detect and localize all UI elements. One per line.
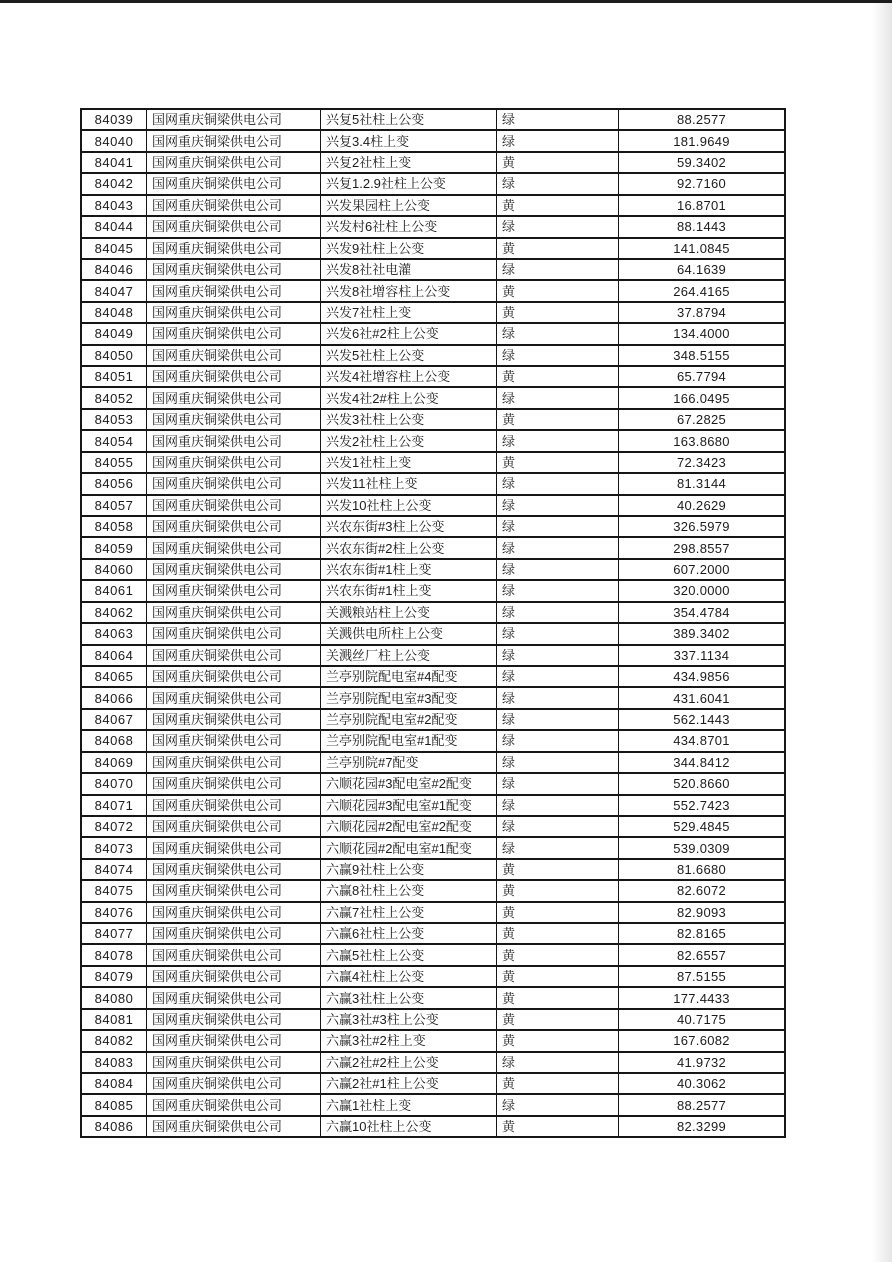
cell-value: 562.1443 xyxy=(618,710,784,729)
cell-company-name: 国网重庆铜梁供电公司 xyxy=(146,688,320,707)
cell-company-name: 国网重庆铜梁供电公司 xyxy=(146,945,320,964)
cell-value: 434.8701 xyxy=(618,731,784,750)
cell-status: 绿 xyxy=(496,1053,618,1072)
cell-value: 82.3299 xyxy=(618,1117,784,1136)
cell-record-id: 84047 xyxy=(94,283,134,299)
cell-status: 绿 xyxy=(496,603,618,622)
cell-company-name: 国网重庆铜梁供电公司 xyxy=(146,538,320,557)
table-row xyxy=(82,239,784,260)
cell-record-id: 84043 xyxy=(94,197,134,213)
cell-transformer-name: 六顺花园#3配电室#2配变 xyxy=(320,774,496,793)
cell-value: 177.4433 xyxy=(618,988,784,1007)
cell-value: 298.8557 xyxy=(618,538,784,557)
cell-status: 黄 xyxy=(496,860,618,879)
cell-transformer-name: 关溅丝厂柱上公变 xyxy=(320,646,496,665)
cell-status: 绿 xyxy=(496,431,618,450)
cell-company-name: 国网重庆铜梁供电公司 xyxy=(146,603,320,622)
cell-value: 40.3062 xyxy=(618,1074,784,1093)
table-row xyxy=(82,410,784,431)
transformer-data-table xyxy=(80,108,786,1138)
cell-record-id: 84049 xyxy=(94,326,134,342)
cell-status: 绿 xyxy=(496,560,618,579)
cell-status: 绿 xyxy=(496,131,618,150)
cell-record-id: 84062 xyxy=(94,604,134,620)
cell-record-id: 84042 xyxy=(94,176,134,192)
table-row xyxy=(82,731,784,752)
cell-record-id: 84081 xyxy=(94,1011,134,1027)
cell-status: 绿 xyxy=(496,817,618,836)
cell-status: 黄 xyxy=(496,303,618,322)
cell-value: 88.2577 xyxy=(618,110,784,129)
cell-company-name: 国网重庆铜梁供电公司 xyxy=(146,817,320,836)
cell-transformer-name: 兴复3.4柱上变 xyxy=(320,131,496,150)
cell-company-name: 国网重庆铜梁供电公司 xyxy=(146,710,320,729)
cell-status: 黄 xyxy=(496,1074,618,1093)
cell-value: 344.8412 xyxy=(618,753,784,772)
cell-company-name: 国网重庆铜梁供电公司 xyxy=(146,796,320,815)
table-row xyxy=(82,281,784,302)
table-row xyxy=(82,667,784,688)
table-row xyxy=(82,560,784,581)
cell-company-name: 国网重庆铜梁供电公司 xyxy=(146,1117,320,1136)
cell-transformer-name: 六赢3社#2柱上变 xyxy=(320,1031,496,1050)
table-row xyxy=(82,1053,784,1074)
cell-company-name: 国网重庆铜梁供电公司 xyxy=(146,431,320,450)
table-row xyxy=(82,260,784,281)
cell-company-name: 国网重庆铜梁供电公司 xyxy=(146,753,320,772)
cell-status: 绿 xyxy=(496,217,618,236)
cell-status: 绿 xyxy=(496,517,618,536)
cell-value: 326.5979 xyxy=(618,517,784,536)
cell-record-id: 84056 xyxy=(94,476,134,492)
cell-record-id: 84048 xyxy=(94,305,134,320)
cell-status: 黄 xyxy=(496,881,618,900)
cell-company-name: 国网重庆铜梁供电公司 xyxy=(146,903,320,922)
cell-value: 65.7794 xyxy=(618,367,784,386)
cell-company-name: 国网重庆铜梁供电公司 xyxy=(146,281,320,300)
cell-transformer-name: 六顺花园#2配电室#2配变 xyxy=(320,817,496,836)
page-top-edge-line xyxy=(0,0,892,3)
cell-company-name: 国网重庆铜梁供电公司 xyxy=(146,624,320,643)
cell-transformer-name: 六赢3社柱上公变 xyxy=(320,988,496,1007)
cell-transformer-name: 六赢2社#1柱上公变 xyxy=(320,1074,496,1093)
cell-transformer-name: 兴复5社柱上公变 xyxy=(320,110,496,129)
table-row xyxy=(82,603,784,624)
cell-company-name: 国网重庆铜梁供电公司 xyxy=(146,560,320,579)
cell-value: 87.5155 xyxy=(618,967,784,986)
cell-value: 59.3402 xyxy=(618,153,784,172)
cell-value: 82.6557 xyxy=(618,945,784,964)
table-row xyxy=(82,474,784,495)
cell-status: 绿 xyxy=(496,646,618,665)
table-row xyxy=(82,431,784,452)
table-row xyxy=(82,303,784,324)
cell-record-id: 84045 xyxy=(94,240,134,256)
cell-status: 绿 xyxy=(496,731,618,750)
cell-value: 264.4165 xyxy=(618,281,784,300)
table-row xyxy=(82,838,784,859)
cell-record-id: 84058 xyxy=(94,519,134,535)
table-row xyxy=(82,688,784,709)
cell-transformer-name: 兰亭别院配电室#3配变 xyxy=(320,688,496,707)
cell-record-id: 84054 xyxy=(94,433,134,449)
cell-value: 529.4845 xyxy=(618,817,784,836)
cell-company-name: 国网重庆铜梁供电公司 xyxy=(146,667,320,686)
cell-transformer-name: 兰亭别院配电室#4配变 xyxy=(320,667,496,686)
cell-record-id: 84073 xyxy=(94,840,134,856)
cell-value: 552.7423 xyxy=(618,796,784,815)
cell-value: 337.1134 xyxy=(618,646,784,665)
table-row xyxy=(82,196,784,217)
cell-company-name: 国网重庆铜梁供电公司 xyxy=(146,838,320,857)
table-row xyxy=(82,1117,784,1136)
cell-company-name: 国网重庆铜梁供电公司 xyxy=(146,924,320,943)
cell-record-id: 84071 xyxy=(94,797,134,813)
cell-record-id: 84084 xyxy=(94,1076,134,1092)
cell-record-id: 84069 xyxy=(94,754,134,770)
cell-company-name: 国网重庆铜梁供电公司 xyxy=(146,646,320,665)
cell-status: 黄 xyxy=(496,924,618,943)
cell-value: 181.9649 xyxy=(618,131,784,150)
cell-value: 82.8165 xyxy=(618,924,784,943)
cell-record-id: 84079 xyxy=(94,969,134,985)
table-row xyxy=(82,860,784,881)
cell-record-id: 84072 xyxy=(94,819,134,835)
table-row xyxy=(82,538,784,559)
cell-status: 绿 xyxy=(496,324,618,343)
cell-transformer-name: 六赢8社柱上公变 xyxy=(320,881,496,900)
cell-transformer-name: 兴发5社柱上公变 xyxy=(320,346,496,365)
cell-record-id: 84077 xyxy=(94,926,134,942)
cell-value: 141.0845 xyxy=(618,239,784,258)
page-right-scan-shadow xyxy=(872,3,892,1262)
cell-value: 167.6082 xyxy=(618,1031,784,1050)
cell-company-name: 国网重庆铜梁供电公司 xyxy=(146,367,320,386)
cell-company-name: 国网重庆铜梁供电公司 xyxy=(146,496,320,515)
cell-value: 72.3423 xyxy=(618,453,784,472)
cell-transformer-name: 兰亭别院配电室#1配变 xyxy=(320,731,496,750)
cell-record-id: 84076 xyxy=(94,904,134,920)
cell-transformer-name: 兴发8社增容柱上公变 xyxy=(320,281,496,300)
table-row xyxy=(82,903,784,924)
cell-record-id: 84083 xyxy=(94,1054,134,1070)
table-row xyxy=(82,581,784,602)
table-row xyxy=(82,453,784,474)
cell-transformer-name: 兰亭别院配电室#2配变 xyxy=(320,710,496,729)
table-row xyxy=(82,1095,784,1116)
table-row xyxy=(82,1031,784,1052)
cell-transformer-name: 六顺花园#2配电室#1配变 xyxy=(320,838,496,857)
cell-company-name: 国网重庆铜梁供电公司 xyxy=(146,860,320,879)
table-row xyxy=(82,1010,784,1031)
cell-value: 320.0000 xyxy=(618,581,784,600)
cell-company-name: 国网重庆铜梁供电公司 xyxy=(146,217,320,236)
cell-record-id: 84063 xyxy=(94,626,134,642)
cell-transformer-name: 兴发7社柱上变 xyxy=(320,303,496,322)
cell-value: 67.2825 xyxy=(618,410,784,429)
cell-transformer-name: 兴农东街#2柱上公变 xyxy=(320,538,496,557)
cell-record-id: 84041 xyxy=(94,155,134,171)
cell-status: 黄 xyxy=(496,410,618,429)
cell-transformer-name: 兴发村6社柱上公变 xyxy=(320,217,496,236)
cell-transformer-name: 六赢3社#3柱上公变 xyxy=(320,1010,496,1029)
cell-transformer-name: 兴农东街#1柱上变 xyxy=(320,581,496,600)
cell-value: 539.0309 xyxy=(618,838,784,857)
cell-status: 绿 xyxy=(496,474,618,493)
cell-value: 348.5155 xyxy=(618,346,784,365)
cell-transformer-name: 六赢9社柱上公变 xyxy=(320,860,496,879)
cell-transformer-name: 兴发2社柱上公变 xyxy=(320,431,496,450)
cell-value: 81.3144 xyxy=(618,474,784,493)
table-row xyxy=(82,796,784,817)
cell-company-name: 国网重庆铜梁供电公司 xyxy=(146,1095,320,1114)
cell-value: 64.1639 xyxy=(618,260,784,279)
cell-status: 黄 xyxy=(496,281,618,300)
cell-status: 绿 xyxy=(496,260,618,279)
cell-status: 绿 xyxy=(496,346,618,365)
cell-record-id: 84086 xyxy=(94,1119,134,1135)
cell-company-name: 国网重庆铜梁供电公司 xyxy=(146,174,320,193)
cell-transformer-name: 兴发9社柱上公变 xyxy=(320,239,496,258)
cell-record-id: 84055 xyxy=(94,454,134,470)
cell-value: 81.6680 xyxy=(618,860,784,879)
cell-company-name: 国网重庆铜梁供电公司 xyxy=(146,453,320,472)
table-row xyxy=(82,367,784,388)
cell-transformer-name: 六赢2社#2柱上公变 xyxy=(320,1053,496,1072)
table-row xyxy=(82,217,784,238)
cell-status: 绿 xyxy=(496,667,618,686)
table-row xyxy=(82,110,784,131)
cell-status: 黄 xyxy=(496,153,618,172)
table-row xyxy=(82,710,784,731)
cell-status: 绿 xyxy=(496,838,618,857)
cell-record-id: 84051 xyxy=(94,369,134,385)
cell-value: 88.2577 xyxy=(618,1095,784,1114)
cell-status: 绿 xyxy=(496,1095,618,1114)
cell-value: 520.8660 xyxy=(618,774,784,793)
cell-company-name: 国网重庆铜梁供电公司 xyxy=(146,967,320,986)
cell-status: 绿 xyxy=(496,774,618,793)
cell-record-id: 84040 xyxy=(94,133,134,149)
cell-transformer-name: 兴农东街#1柱上变 xyxy=(320,560,496,579)
cell-record-id: 84074 xyxy=(94,861,134,877)
table-row xyxy=(82,153,784,174)
table-row xyxy=(82,988,784,1009)
cell-company-name: 国网重庆铜梁供电公司 xyxy=(146,324,320,343)
cell-record-id: 84078 xyxy=(94,947,134,963)
cell-company-name: 国网重庆铜梁供电公司 xyxy=(146,774,320,793)
cell-status: 黄 xyxy=(496,196,618,215)
cell-status: 黄 xyxy=(496,239,618,258)
cell-company-name: 国网重庆铜梁供电公司 xyxy=(146,303,320,322)
cell-company-name: 国网重庆铜梁供电公司 xyxy=(146,131,320,150)
cell-company-name: 国网重庆铜梁供电公司 xyxy=(146,153,320,172)
cell-transformer-name: 六赢5社柱上公变 xyxy=(320,945,496,964)
cell-record-id: 84053 xyxy=(94,412,134,428)
cell-transformer-name: 兴农东街#3柱上公变 xyxy=(320,517,496,536)
cell-status: 黄 xyxy=(496,967,618,986)
cell-status: 绿 xyxy=(496,110,618,129)
cell-company-name: 国网重庆铜梁供电公司 xyxy=(146,239,320,258)
cell-record-id: 84070 xyxy=(94,776,134,792)
cell-status: 黄 xyxy=(496,1010,618,1029)
table-row xyxy=(82,646,784,667)
cell-transformer-name: 兰亭别院#7配变 xyxy=(320,753,496,772)
cell-value: 40.7175 xyxy=(618,1010,784,1029)
cell-record-id: 84068 xyxy=(94,733,134,749)
table-row xyxy=(82,131,784,152)
cell-status: 绿 xyxy=(496,174,618,193)
table-row xyxy=(82,174,784,195)
cell-record-id: 84044 xyxy=(94,219,134,235)
table-row xyxy=(82,388,784,409)
cell-status: 黄 xyxy=(496,453,618,472)
cell-status: 黄 xyxy=(496,367,618,386)
cell-value: 40.2629 xyxy=(618,496,784,515)
cell-value: 41.9732 xyxy=(618,1053,784,1072)
cell-status: 绿 xyxy=(496,688,618,707)
cell-status: 绿 xyxy=(496,710,618,729)
table-row xyxy=(82,774,784,795)
cell-transformer-name: 兴发6社#2柱上公变 xyxy=(320,324,496,343)
cell-company-name: 国网重庆铜梁供电公司 xyxy=(146,881,320,900)
table-row xyxy=(82,753,784,774)
cell-status: 黄 xyxy=(496,988,618,1007)
cell-record-id: 84085 xyxy=(94,1097,134,1113)
table-row xyxy=(82,624,784,645)
cell-transformer-name: 关溅供电所柱上公变 xyxy=(320,624,496,643)
cell-record-id: 84064 xyxy=(94,647,134,663)
cell-value: 354.4784 xyxy=(618,603,784,622)
cell-value: 134.4000 xyxy=(618,324,784,343)
cell-transformer-name: 兴发4社2#柱上公变 xyxy=(320,388,496,407)
cell-record-id: 84060 xyxy=(94,562,134,578)
cell-company-name: 国网重庆铜梁供电公司 xyxy=(146,731,320,750)
cell-value: 88.1443 xyxy=(618,217,784,236)
cell-value: 607.2000 xyxy=(618,560,784,579)
cell-transformer-name: 关溅粮站柱上公变 xyxy=(320,603,496,622)
cell-status: 绿 xyxy=(496,796,618,815)
cell-value: 434.9856 xyxy=(618,667,784,686)
cell-status: 绿 xyxy=(496,538,618,557)
cell-record-id: 84061 xyxy=(94,583,134,599)
cell-status: 黄 xyxy=(496,903,618,922)
cell-company-name: 国网重庆铜梁供电公司 xyxy=(146,1010,320,1029)
cell-company-name: 国网重庆铜梁供电公司 xyxy=(146,517,320,536)
cell-company-name: 国网重庆铜梁供电公司 xyxy=(146,1074,320,1093)
cell-record-id: 84059 xyxy=(94,540,134,556)
cell-company-name: 国网重庆铜梁供电公司 xyxy=(146,581,320,600)
cell-transformer-name: 兴发8社社电灌 xyxy=(320,260,496,279)
table-row xyxy=(82,924,784,945)
cell-transformer-name: 兴发1社柱上变 xyxy=(320,453,496,472)
cell-company-name: 国网重庆铜梁供电公司 xyxy=(146,388,320,407)
cell-status: 黄 xyxy=(496,1031,618,1050)
cell-record-id: 84057 xyxy=(94,497,134,513)
cell-transformer-name: 兴发3社柱上公变 xyxy=(320,410,496,429)
cell-transformer-name: 兴发10社柱上公变 xyxy=(320,496,496,515)
cell-status: 绿 xyxy=(496,753,618,772)
cell-status: 绿 xyxy=(496,388,618,407)
cell-transformer-name: 六赢7社柱上公变 xyxy=(320,903,496,922)
cell-record-id: 84067 xyxy=(94,712,134,728)
cell-value: 389.3402 xyxy=(618,624,784,643)
cell-company-name: 国网重庆铜梁供电公司 xyxy=(146,346,320,365)
cell-value: 163.8680 xyxy=(618,431,784,450)
table-row xyxy=(82,881,784,902)
cell-value: 92.7160 xyxy=(618,174,784,193)
cell-record-id: 84046 xyxy=(94,262,134,278)
table-row xyxy=(82,945,784,966)
cell-status: 绿 xyxy=(496,581,618,600)
cell-transformer-name: 六赢4社柱上公变 xyxy=(320,967,496,986)
cell-company-name: 国网重庆铜梁供电公司 xyxy=(146,110,320,129)
cell-company-name: 国网重庆铜梁供电公司 xyxy=(146,474,320,493)
table-row xyxy=(82,324,784,345)
cell-status: 绿 xyxy=(496,624,618,643)
cell-company-name: 国网重庆铜梁供电公司 xyxy=(146,410,320,429)
cell-company-name: 国网重庆铜梁供电公司 xyxy=(146,1053,320,1072)
cell-record-id: 84066 xyxy=(94,690,134,706)
cell-status: 绿 xyxy=(496,496,618,515)
cell-company-name: 国网重庆铜梁供电公司 xyxy=(146,988,320,1007)
cell-transformer-name: 六赢6社柱上公变 xyxy=(320,924,496,943)
cell-company-name: 国网重庆铜梁供电公司 xyxy=(146,1031,320,1050)
cell-transformer-name: 兴复2社柱上变 xyxy=(320,153,496,172)
cell-status: 黄 xyxy=(496,1117,618,1136)
cell-transformer-name: 兴发果园柱上公变 xyxy=(320,196,496,215)
cell-record-id: 84082 xyxy=(94,1033,134,1049)
cell-record-id: 84080 xyxy=(94,990,134,1006)
cell-value: 16.8701 xyxy=(618,196,784,215)
table-row xyxy=(82,967,784,988)
cell-value: 166.0495 xyxy=(618,388,784,407)
table-row xyxy=(82,817,784,838)
cell-transformer-name: 兴发4社增容柱上公变 xyxy=(320,367,496,386)
cell-record-id: 84050 xyxy=(94,347,134,363)
cell-status: 黄 xyxy=(496,945,618,964)
cell-transformer-name: 兴复1.2.9社柱上公变 xyxy=(320,174,496,193)
cell-transformer-name: 六赢10社柱上公变 xyxy=(320,1117,496,1136)
cell-value: 82.6072 xyxy=(618,881,784,900)
cell-record-id: 84065 xyxy=(94,669,134,685)
table-row xyxy=(82,496,784,517)
cell-transformer-name: 六顺花园#3配电室#1配变 xyxy=(320,796,496,815)
cell-transformer-name: 兴发11社柱上变 xyxy=(320,474,496,493)
cell-record-id: 84052 xyxy=(94,390,134,406)
cell-company-name: 国网重庆铜梁供电公司 xyxy=(146,260,320,279)
cell-transformer-name: 六赢1社柱上变 xyxy=(320,1095,496,1114)
cell-company-name: 国网重庆铜梁供电公司 xyxy=(146,196,320,215)
cell-record-id: 84075 xyxy=(94,883,134,899)
table-row xyxy=(82,1074,784,1095)
cell-value: 431.6041 xyxy=(618,688,784,707)
table-row xyxy=(82,517,784,538)
cell-record-id: 84039 xyxy=(94,112,134,128)
cell-value: 82.9093 xyxy=(618,903,784,922)
table-row xyxy=(82,346,784,367)
cell-value: 37.8794 xyxy=(618,303,784,322)
